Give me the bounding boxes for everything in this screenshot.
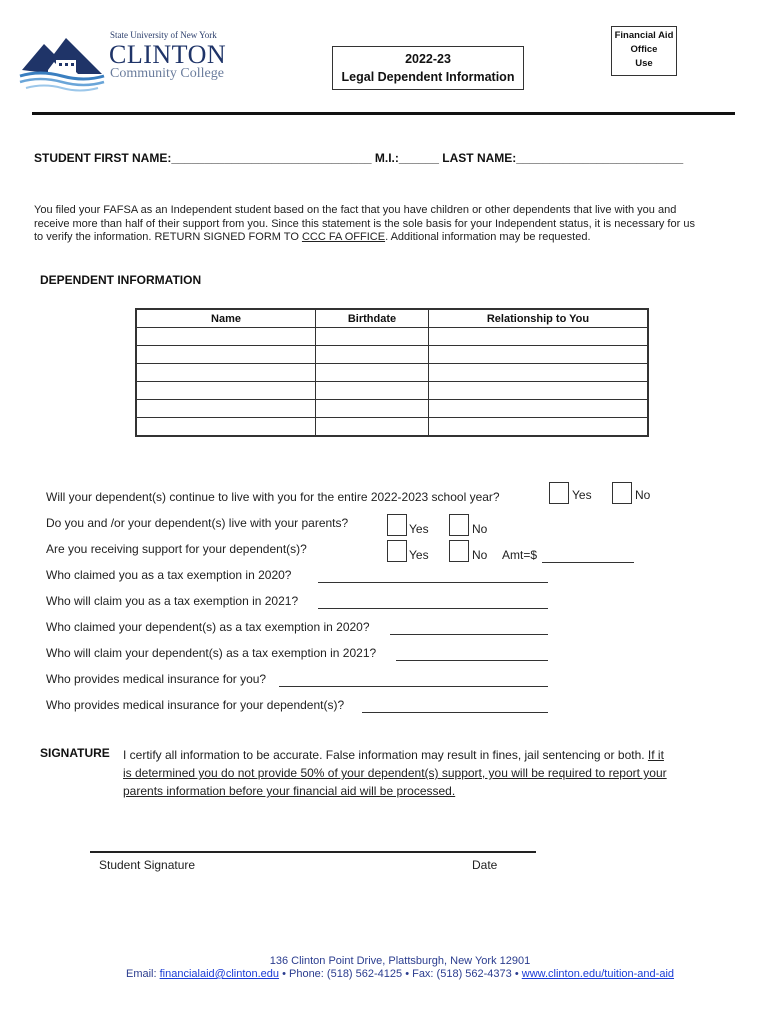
college-logo — [18, 30, 248, 90]
question-continue-live: Will your dependent(s) continue to live with you for the entire 2022-2023 school year? — [46, 490, 500, 504]
live-parents-yes-checkbox[interactable] — [387, 514, 407, 536]
dependent-relationship-cell[interactable] — [429, 346, 649, 364]
question-claim-dependents-2021: Who will claim your dependent(s) as a tax exemption in 2021? — [46, 646, 377, 660]
dependent-birthdate-cell[interactable] — [316, 400, 429, 418]
logo-system-name: State University of New York — [110, 30, 217, 40]
question-claim-you-2021: Who will claim you as a tax exemption in 2021? — [46, 594, 299, 608]
header-divider — [32, 112, 735, 115]
support-no-label: No — [472, 548, 488, 562]
dependent-name-cell[interactable] — [136, 364, 316, 382]
certification-text-b: If it — [647, 748, 664, 762]
dependent-name-cell[interactable] — [136, 382, 316, 400]
question-insurance-you: Who provides medical insurance for you? — [46, 672, 267, 686]
live-parents-no-label: No — [472, 522, 488, 536]
student-signature-label: Student Signature — [99, 858, 196, 872]
certification-statement — [123, 746, 723, 800]
question-live-with-parents: Do you and /or your dependent(s) live with your parents? — [46, 516, 349, 530]
mountain-logo-icon — [18, 34, 106, 92]
amount-field[interactable] — [542, 561, 634, 563]
office-use-box — [611, 26, 677, 76]
dependent-relationship-cell[interactable] — [429, 364, 649, 382]
certification-line-2: is determined you do not provide 50% of your dependent(s) support, you will be required to report your — [123, 766, 667, 780]
dependent-name-cell[interactable] — [136, 418, 316, 437]
student-name-row — [34, 151, 683, 165]
live-parents-yes-label: Yes — [409, 522, 429, 536]
dependent-relationship-cell[interactable] — [429, 400, 649, 418]
table-row — [136, 346, 648, 364]
intro-line-3c: . Additional information may be requested. — [385, 231, 591, 243]
email-label: Email: — [125, 968, 160, 980]
signature-line[interactable] — [90, 850, 536, 853]
office-use-line2: Office — [630, 44, 658, 55]
logo-college-sub: Community College — [110, 66, 224, 81]
dependent-table-header — [136, 309, 648, 328]
dependent-birthdate-cell[interactable] — [316, 418, 429, 437]
col-name: Name — [136, 309, 316, 328]
email-link[interactable]: financialaid@clinton.edu — [159, 968, 280, 980]
intro-paragraph — [34, 204, 739, 245]
office-name: CCC FA OFFICE — [301, 231, 386, 243]
form-title: Legal Dependent Information — [341, 70, 515, 84]
office-use-line1: Financial Aid — [614, 30, 674, 41]
table-row — [136, 328, 648, 346]
continue-live-no-label: No — [635, 488, 651, 502]
dependent-relationship-cell[interactable] — [429, 382, 649, 400]
insurance-dependents-field[interactable] — [362, 711, 548, 713]
continue-live-yes-label: Yes — [572, 488, 592, 502]
claim-you-2021-field[interactable] — [318, 607, 548, 609]
dependent-heading: DEPENDENT INFORMATION — [40, 273, 202, 287]
support-no-checkbox[interactable] — [449, 540, 469, 562]
dependent-birthdate-cell[interactable] — [316, 346, 429, 364]
certification-line-1 — [123, 746, 723, 764]
mi-label: M.I.: — [374, 151, 399, 165]
table-row — [136, 400, 648, 418]
amount-label: Amt=$ — [502, 548, 538, 562]
col-relationship: Relationship to You — [429, 309, 649, 328]
intro-line-2: receive more than half of their support from you. Since this statement is the sole basis for your Independent status, it is necessary for us — [34, 217, 695, 230]
question-claimed-dependents-2020: Who claimed your dependent(s) as a tax exemption in 2020? — [46, 620, 370, 634]
question-claimed-you-2020: Who claimed you as a tax exemption in 2020? — [46, 568, 292, 582]
certification-line-3: parents information before your financial aid will be processed. — [123, 784, 456, 798]
support-yes-checkbox[interactable] — [387, 540, 407, 562]
support-yes-label: Yes — [409, 548, 429, 562]
dependent-name-cell[interactable] — [136, 328, 316, 346]
first-name-field[interactable]: ______________________________ — [171, 151, 372, 165]
form-title-box — [332, 46, 524, 90]
intro-line-3 — [34, 231, 739, 245]
footer-address: 136 Clinton Point Drive, Plattsburgh, New York 12901 — [269, 955, 531, 967]
dependent-relationship-cell[interactable] — [429, 328, 649, 346]
dependent-birthdate-cell[interactable] — [316, 364, 429, 382]
dependent-birthdate-cell[interactable] — [316, 382, 429, 400]
insurance-you-field[interactable] — [279, 685, 548, 687]
phone-fax-text: • Phone: (518) 562-4125 • Fax: (518) 562-4373 • — [279, 968, 522, 980]
question-receiving-support: Are you receiving support for your dependent(s)? — [46, 542, 307, 556]
dependent-table — [135, 308, 649, 437]
certification-text-a: I certify all information to be accurate. False information may result in fines, jail sentencing or both. — [123, 748, 648, 762]
last-name-field[interactable]: _________________________ — [516, 151, 684, 165]
office-use-line3: Use — [635, 58, 653, 69]
date-label: Date — [472, 858, 498, 872]
continue-live-yes-checkbox[interactable] — [549, 482, 569, 504]
mi-field[interactable]: ______ — [398, 151, 439, 165]
table-row — [136, 382, 648, 400]
last-name-label: LAST NAME: — [442, 151, 517, 165]
continue-live-no-checkbox[interactable] — [612, 482, 632, 504]
signature-label: SIGNATURE — [40, 746, 110, 760]
dependent-name-cell[interactable] — [136, 400, 316, 418]
footer-contact — [0, 968, 770, 981]
claimed-you-2020-field[interactable] — [318, 581, 548, 583]
col-birthdate: Birthdate — [316, 309, 429, 328]
intro-line-1: You filed your FAFSA as an Independent student based on the fact that you have children or other dependents that live with you and — [34, 204, 677, 216]
dependent-birthdate-cell[interactable] — [316, 328, 429, 346]
claim-dependents-2021-field[interactable] — [396, 659, 548, 661]
live-parents-no-checkbox[interactable] — [449, 514, 469, 536]
first-name-label: STUDENT FIRST NAME: — [34, 151, 172, 165]
table-row — [136, 418, 648, 437]
intro-line-3a: to verify the information. RETURN SIGNED FORM TO — [34, 231, 302, 243]
logo-college-name: CLINTON — [109, 40, 227, 69]
form-year: 2022-23 — [405, 52, 451, 66]
dependent-relationship-cell[interactable] — [429, 418, 649, 437]
footer — [0, 955, 770, 981]
table-row — [136, 364, 648, 382]
claimed-dependents-2020-field[interactable] — [390, 633, 548, 635]
dependent-name-cell[interactable] — [136, 346, 316, 364]
website-link[interactable]: www.clinton.edu/tuition-and-aid — [521, 968, 675, 980]
question-insurance-dependents: Who provides medical insurance for your dependent(s)? — [46, 698, 345, 712]
